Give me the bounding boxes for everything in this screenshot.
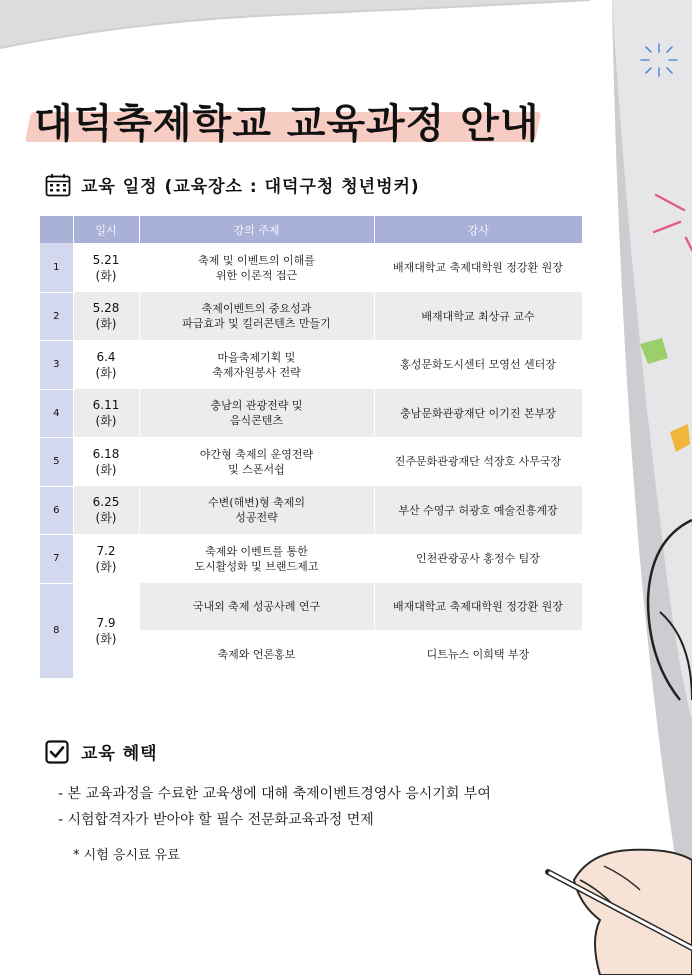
topic-line-2: 성공전략 (235, 511, 278, 524)
schedule-table (40, 216, 583, 679)
row-topic: 축제와 언론홍보 (139, 630, 374, 678)
row-instructor: 배재대학교 축제대학원 정강환 원장 (374, 583, 582, 630)
row-date (73, 243, 139, 292)
header-instructor: 강사 (374, 216, 582, 243)
row-date (73, 292, 139, 340)
row-number: 4 (40, 389, 73, 437)
row-topic (139, 340, 374, 389)
row-topic (139, 243, 374, 292)
title-block (28, 92, 548, 152)
checkbox-icon (45, 740, 69, 764)
header-topic: 강의 주제 (139, 216, 374, 243)
row-date (73, 486, 139, 534)
row-instructor: 홍성문화도시센터 모영선 센터장 (374, 340, 582, 389)
table-row (40, 243, 582, 292)
row-topic (139, 534, 374, 583)
schedule-heading-text: 교육 일정 (교육장소 : 대덕구청 청년벙커) (81, 177, 420, 197)
row-number: 8 (40, 583, 73, 678)
row-number: 7 (40, 534, 73, 583)
list-item: - 본 교육과정을 수료한 교육생에 대해 축제이벤트경영사 응시기회 부여 (58, 786, 491, 802)
page-title: 대덕축제학교 교육과정 안내 (34, 101, 540, 147)
table-header-row (40, 216, 582, 243)
topic-line-2: 도시활성화 및 브랜드제고 (194, 559, 319, 573)
table-row (40, 340, 582, 389)
row-topic (139, 486, 374, 534)
header-number (40, 216, 73, 243)
row-instructor: 디트뉴스 이희택 부장 (374, 630, 582, 678)
topic-line-1: 축제와 이벤트를 통한 (205, 544, 308, 558)
date-text: 6.25 (92, 495, 120, 509)
topic-line-2: 및 스폰서쉽 (228, 462, 285, 476)
list-item: - 시험합격자가 받아야 할 필수 전문화교육과정 면제 (58, 812, 374, 828)
fee-note: * 시험 응시료 유료 (73, 848, 180, 863)
row-date (73, 534, 139, 583)
row-topic (139, 437, 374, 486)
date-text: 5.21 (92, 252, 120, 267)
date-text: 6.11 (92, 398, 120, 412)
table-row (40, 292, 582, 340)
row-date (73, 340, 139, 389)
topic-line-1: 축제이벤트의 중요성과 (201, 302, 312, 315)
table-row (40, 486, 582, 534)
topic-line-1: 마을축제기획 및 (217, 350, 296, 364)
schedule-heading (45, 172, 420, 197)
topic-line-1: 수변(해변)형 축제의 (207, 496, 306, 509)
table-row (40, 389, 582, 437)
day-text: (화) (95, 365, 117, 380)
day-text: (화) (95, 414, 117, 428)
date-text: 7.2 (96, 543, 116, 558)
day-text: (화) (95, 559, 117, 574)
topic-line-2: 음식콘텐츠 (229, 414, 284, 427)
row-instructor: 충남문화관광재단 이기진 본부장 (374, 389, 582, 437)
topic-line-2: 축제자원봉사 전략 (212, 365, 301, 379)
benefit-list (58, 784, 491, 836)
row-date (73, 437, 139, 486)
table-row (40, 437, 582, 486)
row-instructor: 진주문화관광재단 석장호 사무국장 (374, 437, 582, 486)
topic-line-2: 파급효과 및 킬러콘텐츠 만들기 (182, 317, 331, 330)
topic-line-2: 위한 이론적 접근 (215, 268, 298, 282)
row-date (73, 389, 139, 437)
topic-line-1: 축제 및 이벤트의 이해를 (198, 253, 315, 267)
row-instructor: 배재대학교 최상규 교수 (374, 292, 582, 340)
table-row (40, 583, 582, 630)
day-text: (화) (95, 631, 117, 646)
row-number: 1 (40, 243, 73, 292)
date-text: 7.9 (96, 615, 116, 630)
table-row (40, 534, 582, 583)
date-text: 6.4 (96, 349, 116, 364)
day-text: (화) (95, 317, 117, 331)
calendar-icon (45, 173, 71, 197)
benefit-heading (45, 739, 158, 764)
row-date (73, 583, 139, 678)
row-topic: 국내외 축제 성공사례 연구 (139, 583, 374, 630)
row-instructor: 인천관광공사 홍정수 팀장 (374, 534, 582, 583)
row-instructor: 부산 수영구 허광호 예술진흥계장 (374, 486, 582, 534)
row-topic (139, 389, 374, 437)
row-number: 6 (40, 486, 73, 534)
date-text: 6.18 (92, 446, 120, 461)
benefit-heading-text: 교육 혜택 (81, 744, 158, 764)
row-number: 2 (40, 292, 73, 340)
row-instructor: 배재대학교 축제대학원 정강환 원장 (374, 243, 582, 292)
row-number: 3 (40, 340, 73, 389)
date-text: 5.28 (92, 301, 120, 315)
day-text: (화) (95, 268, 117, 283)
row-topic (139, 292, 374, 340)
day-text: (화) (95, 462, 117, 477)
row-number: 5 (40, 437, 73, 486)
day-text: (화) (95, 511, 117, 525)
header-date: 일시 (73, 216, 139, 243)
topic-line-1: 야간형 축제의 운영전략 (199, 447, 314, 461)
topic-line-1: 충남의 관광전략 및 (210, 399, 303, 412)
